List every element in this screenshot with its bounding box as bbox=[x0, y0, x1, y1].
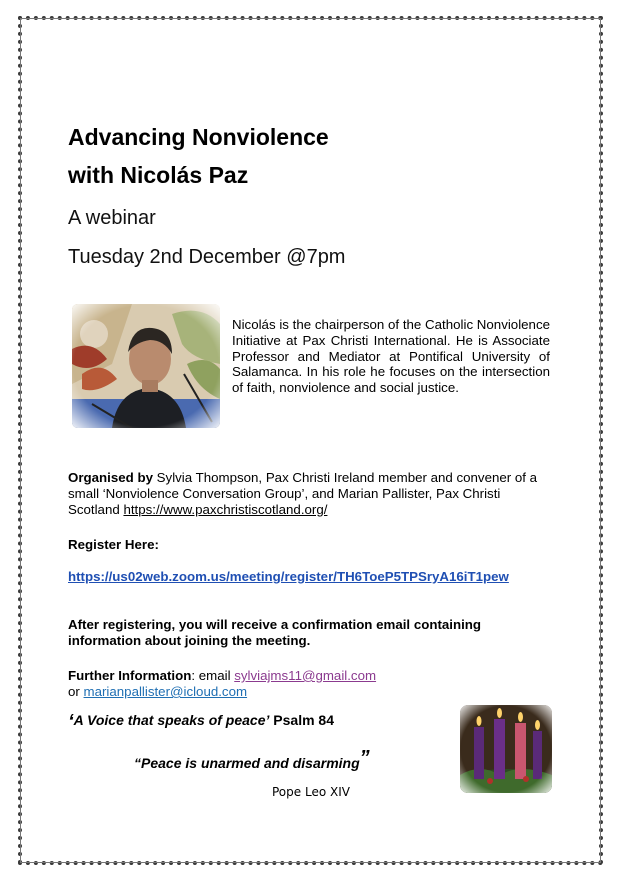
speaker-photo bbox=[72, 304, 220, 428]
register-link[interactable]: https://us02web.zoom.us/meeting/register/TH6ToeP5TPSryA16iT1pew bbox=[68, 569, 509, 584]
event-title bbox=[68, 118, 329, 194]
title-line-2: with Nicolás Paz bbox=[68, 162, 249, 188]
further-text-2: or bbox=[68, 684, 84, 699]
organised-text: Sylvia Thompson, Pax Christi Ireland member and convener of a small ‘Nonviolence Conversation Group’, and Marian Pallister, Pax Christi Scotland bbox=[68, 470, 538, 517]
advent-candles-image bbox=[460, 705, 552, 793]
organised-label: Organised by bbox=[68, 470, 153, 485]
further-info bbox=[68, 668, 550, 700]
email-link-sylvia[interactable]: sylviajms11@gmail.com bbox=[234, 668, 377, 683]
psalm-open-quote: ‘ bbox=[68, 711, 74, 733]
speaker-bio: Nicolás is the chairperson of the Catholic Nonviolence Initiative at Pax Christi International. He is Associate Professor and Mediator at Pontifical University of Salamanca. In his role he focuses on the intersection of faith, nonviolence and social justice. bbox=[232, 317, 550, 396]
psalm-ref: Psalm 84 bbox=[269, 712, 334, 728]
email-link-marian[interactable]: marianpallister@icloud.com bbox=[83, 684, 248, 699]
paxchristi-link[interactable]: https://www.paxchristiscotland.org/ bbox=[123, 502, 328, 517]
organiser-info bbox=[68, 470, 550, 518]
register-link-block bbox=[68, 569, 554, 585]
event-subtitle: A webinar bbox=[68, 207, 156, 229]
quote-attribution: Pope Leo XIV bbox=[272, 785, 350, 799]
event-date: Tuesday 2nd December @7pm bbox=[68, 246, 346, 268]
further-text-1: : email bbox=[191, 668, 235, 683]
psalm-quote-text: A Voice that speaks of peace’ bbox=[73, 712, 270, 728]
confirmation-note: After registering, you will receive a confirmation email containing information about joining the meeting. bbox=[68, 617, 482, 648]
title-line-1: Advancing Nonviolence bbox=[68, 124, 329, 150]
pope-close-quote: ” bbox=[359, 747, 370, 769]
further-label: Further Information bbox=[68, 668, 192, 683]
pope-quote-text: “Peace is unarmed and disarming bbox=[134, 755, 360, 771]
register-label: Register Here: bbox=[68, 537, 159, 552]
